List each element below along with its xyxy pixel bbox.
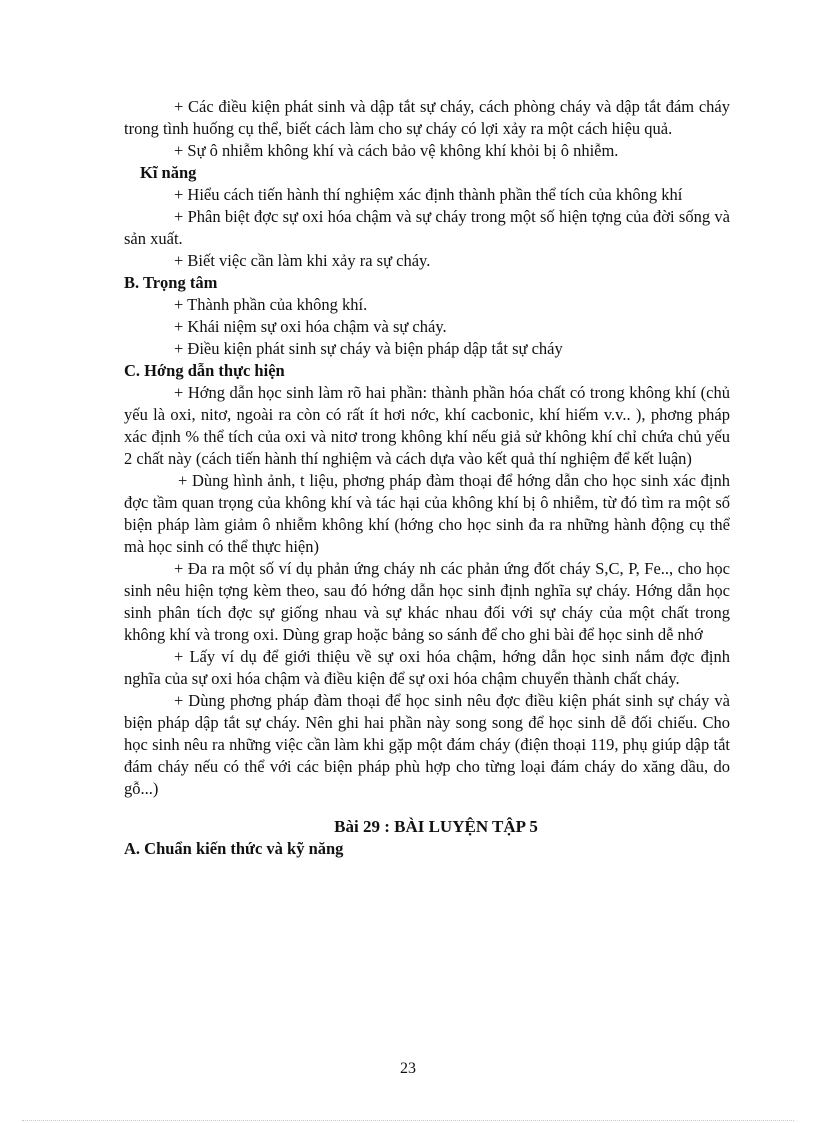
paragraph-guide-air-composition: + Hớng dẫn học sinh làm rõ hai phần: thành phần hóa chất có trong không khí (chủ yếu là oxi, nitơ, ngoài ra còn có rất ít hơi nớc, khí cacbonic, khí hiếm v.v.. ), phơng pháp xác định % thể tích của oxi và nitơ trong không khí nếu giả sử không khí chỉ chứa chủ yếu 2 chất này (cách tiến hành thí nghiệm và cách dựa vào kết quả thí nghiệm để kết luận) bbox=[124, 383, 730, 468]
heading-skills: Kĩ năng bbox=[140, 163, 197, 182]
paragraph-air-pollution: + Sự ô nhiễm không khí và cách bảo vệ không khí khỏi bị ô nhiễm. bbox=[174, 141, 619, 160]
page-number: 23 bbox=[400, 1060, 416, 1077]
paragraph-skill-fire-action: + Biết việc cần làm khi xảy ra sự cháy. bbox=[174, 251, 431, 270]
paragraph-focus-air: + Thành phần của không khí. bbox=[174, 295, 368, 314]
paragraph-guide-combustion: + Đa ra một số ví dụ phản ứng cháy nh các phản ứng đốt cháy S,C, P, Fe.., cho học sinh nêu hiện tợng kèm theo, sau đó hớng dẫn học sinh định nghĩa sự cháy. Hớng dẫn học sinh phân tích đợc sự giống nhau và sự khác nhau đối với sự cháy của một chất trong không khí và trong oxi. Dùng grap hoặc bảng so sánh để cho ghi bài để học sinh dễ nhớ bbox=[124, 559, 730, 644]
paragraph-guide-air-importance: + Dùng hình ảnh, t liệu, phơng pháp đàm thoại để hớng dẫn cho học sinh xác định đợc tầm quan trọng của không khí và tác hại của không khí bị ô nhiễm, từ đó tìm ra một số biện pháp làm giảm ô nhiễm không khí (hớng cho học sinh đa ra những hành động cụ thể mà học sinh có thể thực hiện) bbox=[124, 471, 730, 556]
paragraph-focus-oxidation: + Khái niệm sự oxi hóa chậm và sự cháy. bbox=[174, 317, 447, 336]
heading-guidance: C. Hớng dẫn thực hiện bbox=[124, 361, 285, 380]
heading-knowledge-standard: A. Chuẩn kiến thức và kỹ năng bbox=[124, 839, 344, 858]
paragraph-skill-distinguish: + Phân biệt đợc sự oxi hóa chậm và sự cháy trong một số hiện tợng của đời sống và sản xuất. bbox=[124, 207, 730, 248]
lesson-title: Bài 29 : BÀI LUYỆN TẬP 5 bbox=[334, 817, 538, 836]
heading-focus: B. Trọng tâm bbox=[124, 273, 218, 292]
paragraph-guide-slow-oxidation: + Lấy ví dụ để giới thiệu về sự oxi hóa chậm, hớng dẫn học sinh nắm đợc định nghĩa của sự oxi hóa chậm và điều kiện để sự oxi hóa chậm chuyển thành chất cháy. bbox=[124, 647, 730, 688]
paragraph-focus-fire: + Điều kiện phát sinh sự cháy và biện pháp dập tắt sự cháy bbox=[174, 339, 563, 358]
page-bottom-divider bbox=[22, 1120, 794, 1121]
paragraph-guide-fire-fighting: + Dùng phơng pháp đàm thoại để học sinh nêu đợc điều kiện phát sinh sự cháy và biện pháp dập tắt sự cháy. Nên ghi hai phần này song song để học sinh dễ đối chiếu. Cho học sinh nêu ra những việc cần làm khi gặp một đám cháy (điện thoại 119, phụ giúp dập tắt đám cháy nếu có thể với các biện pháp phù hợp cho từng loại đám cháy do xăng dầu, do gỗ...) bbox=[124, 691, 730, 798]
paragraph-skill-experiment: + Hiểu cách tiến hành thí nghiệm xác định thành phần thể tích của không khí bbox=[174, 185, 683, 204]
page-body bbox=[124, 96, 730, 860]
paragraph-fire-conditions: + Các điều kiện phát sinh và dập tắt sự cháy, cách phòng cháy và dập tắt đám cháy trong tình huống cụ thể, biết cách làm cho sự cháy có lợi xảy ra một cách hiệu quả. bbox=[124, 97, 730, 138]
